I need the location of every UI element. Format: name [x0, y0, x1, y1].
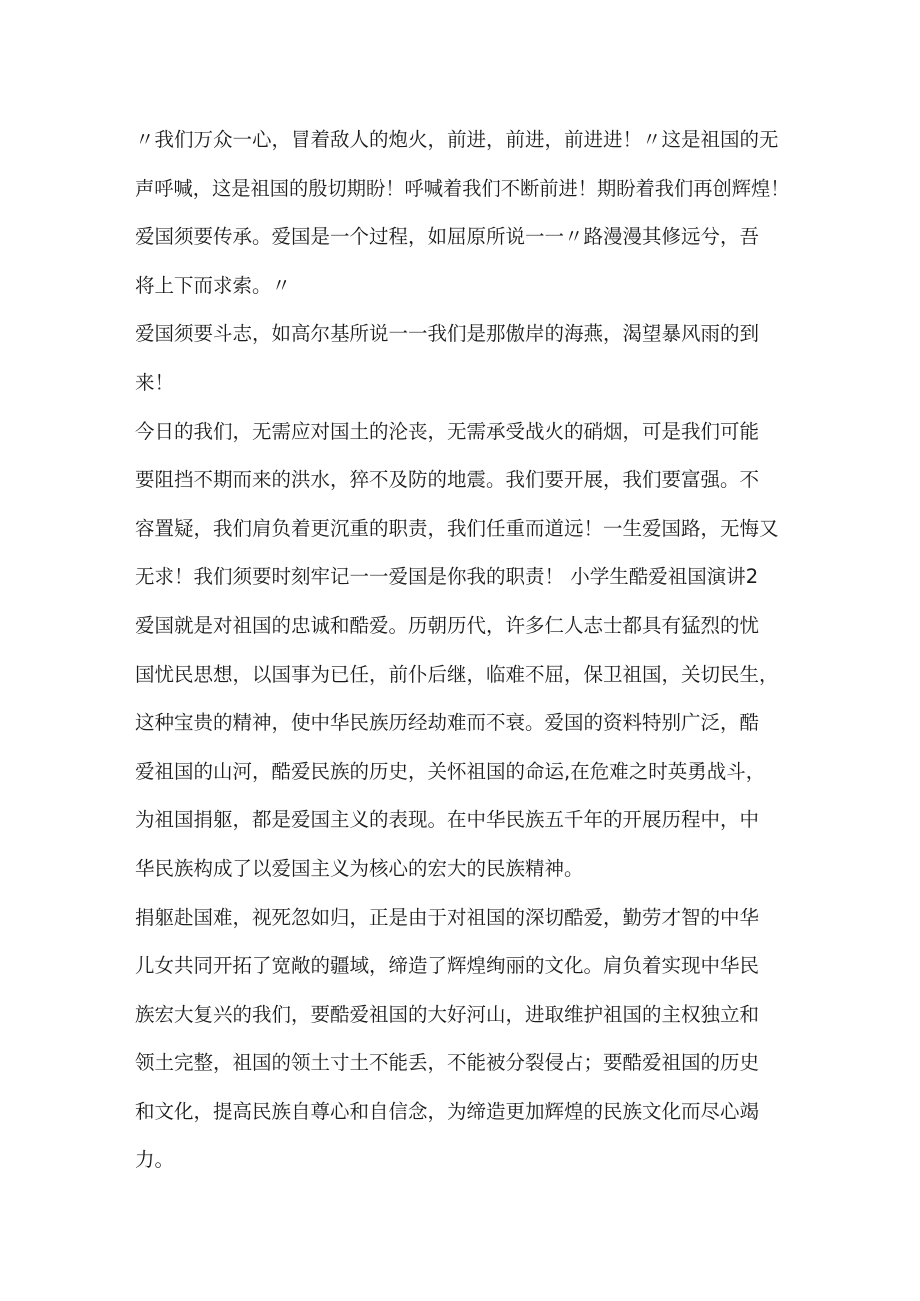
text-line: 〃我们万众一心，冒着敌人的炮火，前进，前进，前进进！〃这是祖国的无: [135, 128, 779, 151]
text-line: 力。: [135, 1148, 175, 1172]
text-line: 儿女共同开拓了宽敞的疆域，缔造了辉煌绚丽的文化。肩负着实现中华民: [135, 954, 760, 978]
text-line: 爱国就是对祖国的忠诚和酷爱。历朝历代，许多仁人志士都具有猛烈的忧: [135, 613, 760, 637]
text-line: 捐躯赴国难，视死忽如归，正是由于对祖国的深切酷爱，勤劳才智的中华: [135, 905, 760, 929]
text-line: 今日的我们，无需应对国土的沦丧，无需承受战火的硝烟，可是我们可能: [135, 419, 760, 443]
text-line: 将上下而求索。〃: [135, 273, 292, 297]
text-line: 要阻挡不期而来的洪水，猝不及防的地震。我们要开展，我们要富强。不: [135, 468, 760, 492]
text-line: 为祖国捐躯，都是爱国主义的表现。在中华民族五千年的开展历程中，中: [135, 808, 760, 832]
text-line: 声呼喊，这是祖国的殷切期盼！呼喊着我们不断前进！期盼着我们再创辉煌！: [135, 176, 790, 200]
text-line: 国忧民思想，以国事为已任，前仆后继，临难不屈，保卫祖国，关切民生，: [135, 662, 779, 686]
text-line: 爱祖国的山河，酷爱民族的历史，关怀祖国的命运,在危难之时英勇战斗，: [135, 759, 766, 783]
text-line: 领土完整，祖国的领土寸土不能丢，不能被分裂侵占；要酷爱祖国的历史: [135, 1051, 760, 1075]
text-line: 族宏大复兴的我们，要酷爱祖国的大好河山，进取维护祖国的主权独立和: [135, 1002, 760, 1026]
text-line: 无求！我们须要时刻牢记一一爱国是你我的职责！ 小学生酷爱祖国演讲2: [135, 565, 759, 589]
text-line: 这种宝贵的精神，使中华民族历经劫难而不衰。爱国的资料特别广泛，酷: [135, 711, 760, 735]
text-line: 和文化，提高民族自尊心和自信念，为缔造更加辉煌的民族文化而尽心竭: [135, 1099, 760, 1123]
document-body: [135, 116, 795, 1185]
text-line: 容置疑，我们肩负着更沉重的职责，我们任重而道远！一生爱国路，无悔又: [135, 516, 779, 540]
text-line: 华民族构成了以爱国主义为核心的宏大的民族精神。: [135, 856, 584, 880]
text-line: 来！: [135, 370, 175, 394]
text-line: 爱国须要传承。爱国是一个过程，如屈原所说一一〃路漫漫其修远兮，吾: [135, 225, 760, 249]
text-line: 爱国须要斗志，如高尔基所说一一我们是那傲岸的海燕，渴望暴风雨的到: [135, 322, 760, 346]
